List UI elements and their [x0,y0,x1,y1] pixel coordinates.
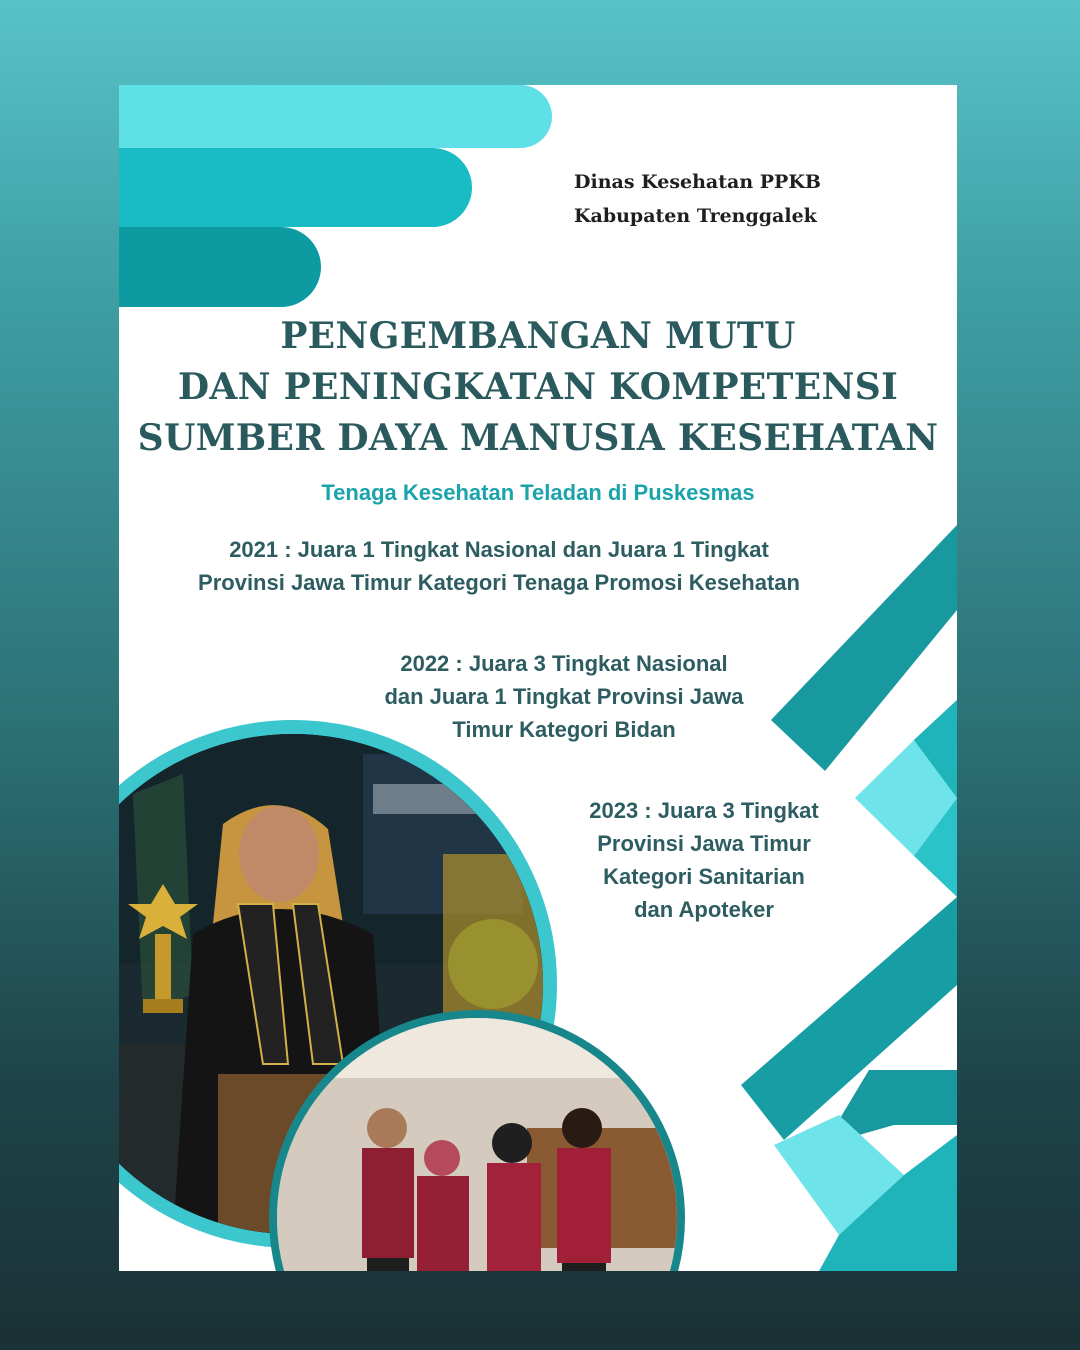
title-line-3: SUMBER DAYA MANUSIA KESEHATAN [137,417,939,459]
award-2022-line-2: dan Juara 1 Tingkat Provinsi Jawa [384,684,744,709]
award-2022-line-3: Timur Kategori Bidan [452,717,676,742]
title-line-1: PENGEMBANGAN MUTU [280,315,796,357]
organization-line-1: Dinas Kesehatan PPKB [574,171,821,193]
award-2022-line-1: 2022 : Juara 3 Tingkat Nasional [400,651,728,676]
title-line-2: DAN PENINGKATAN KOMPETENSI [177,366,899,408]
award-2023-line-1: 2023 : Juara 3 Tingkat [589,798,819,823]
organization-line-2: Kabupaten Trenggalek [574,205,817,227]
award-2023-line-4: dan Apoteker [634,897,774,922]
award-2023 [514,794,894,926]
award-2023-line-3: Kategori Sanitarian [603,864,805,889]
award-2021-line-1: 2021 : Juara 1 Tingkat Nasional dan Juara 1 Tingkat [229,537,769,562]
award-2022 [359,647,769,746]
page-subtitle: Tenaga Kesehatan Teladan di Puskesmas [321,480,755,505]
award-2021 [159,533,839,599]
award-2023-line-2: Provinsi Jawa Timur [597,831,811,856]
award-2021-line-2: Provinsi Jawa Timur Kategori Tenaga Promosi Kesehatan [198,570,800,595]
poster [119,85,957,1271]
